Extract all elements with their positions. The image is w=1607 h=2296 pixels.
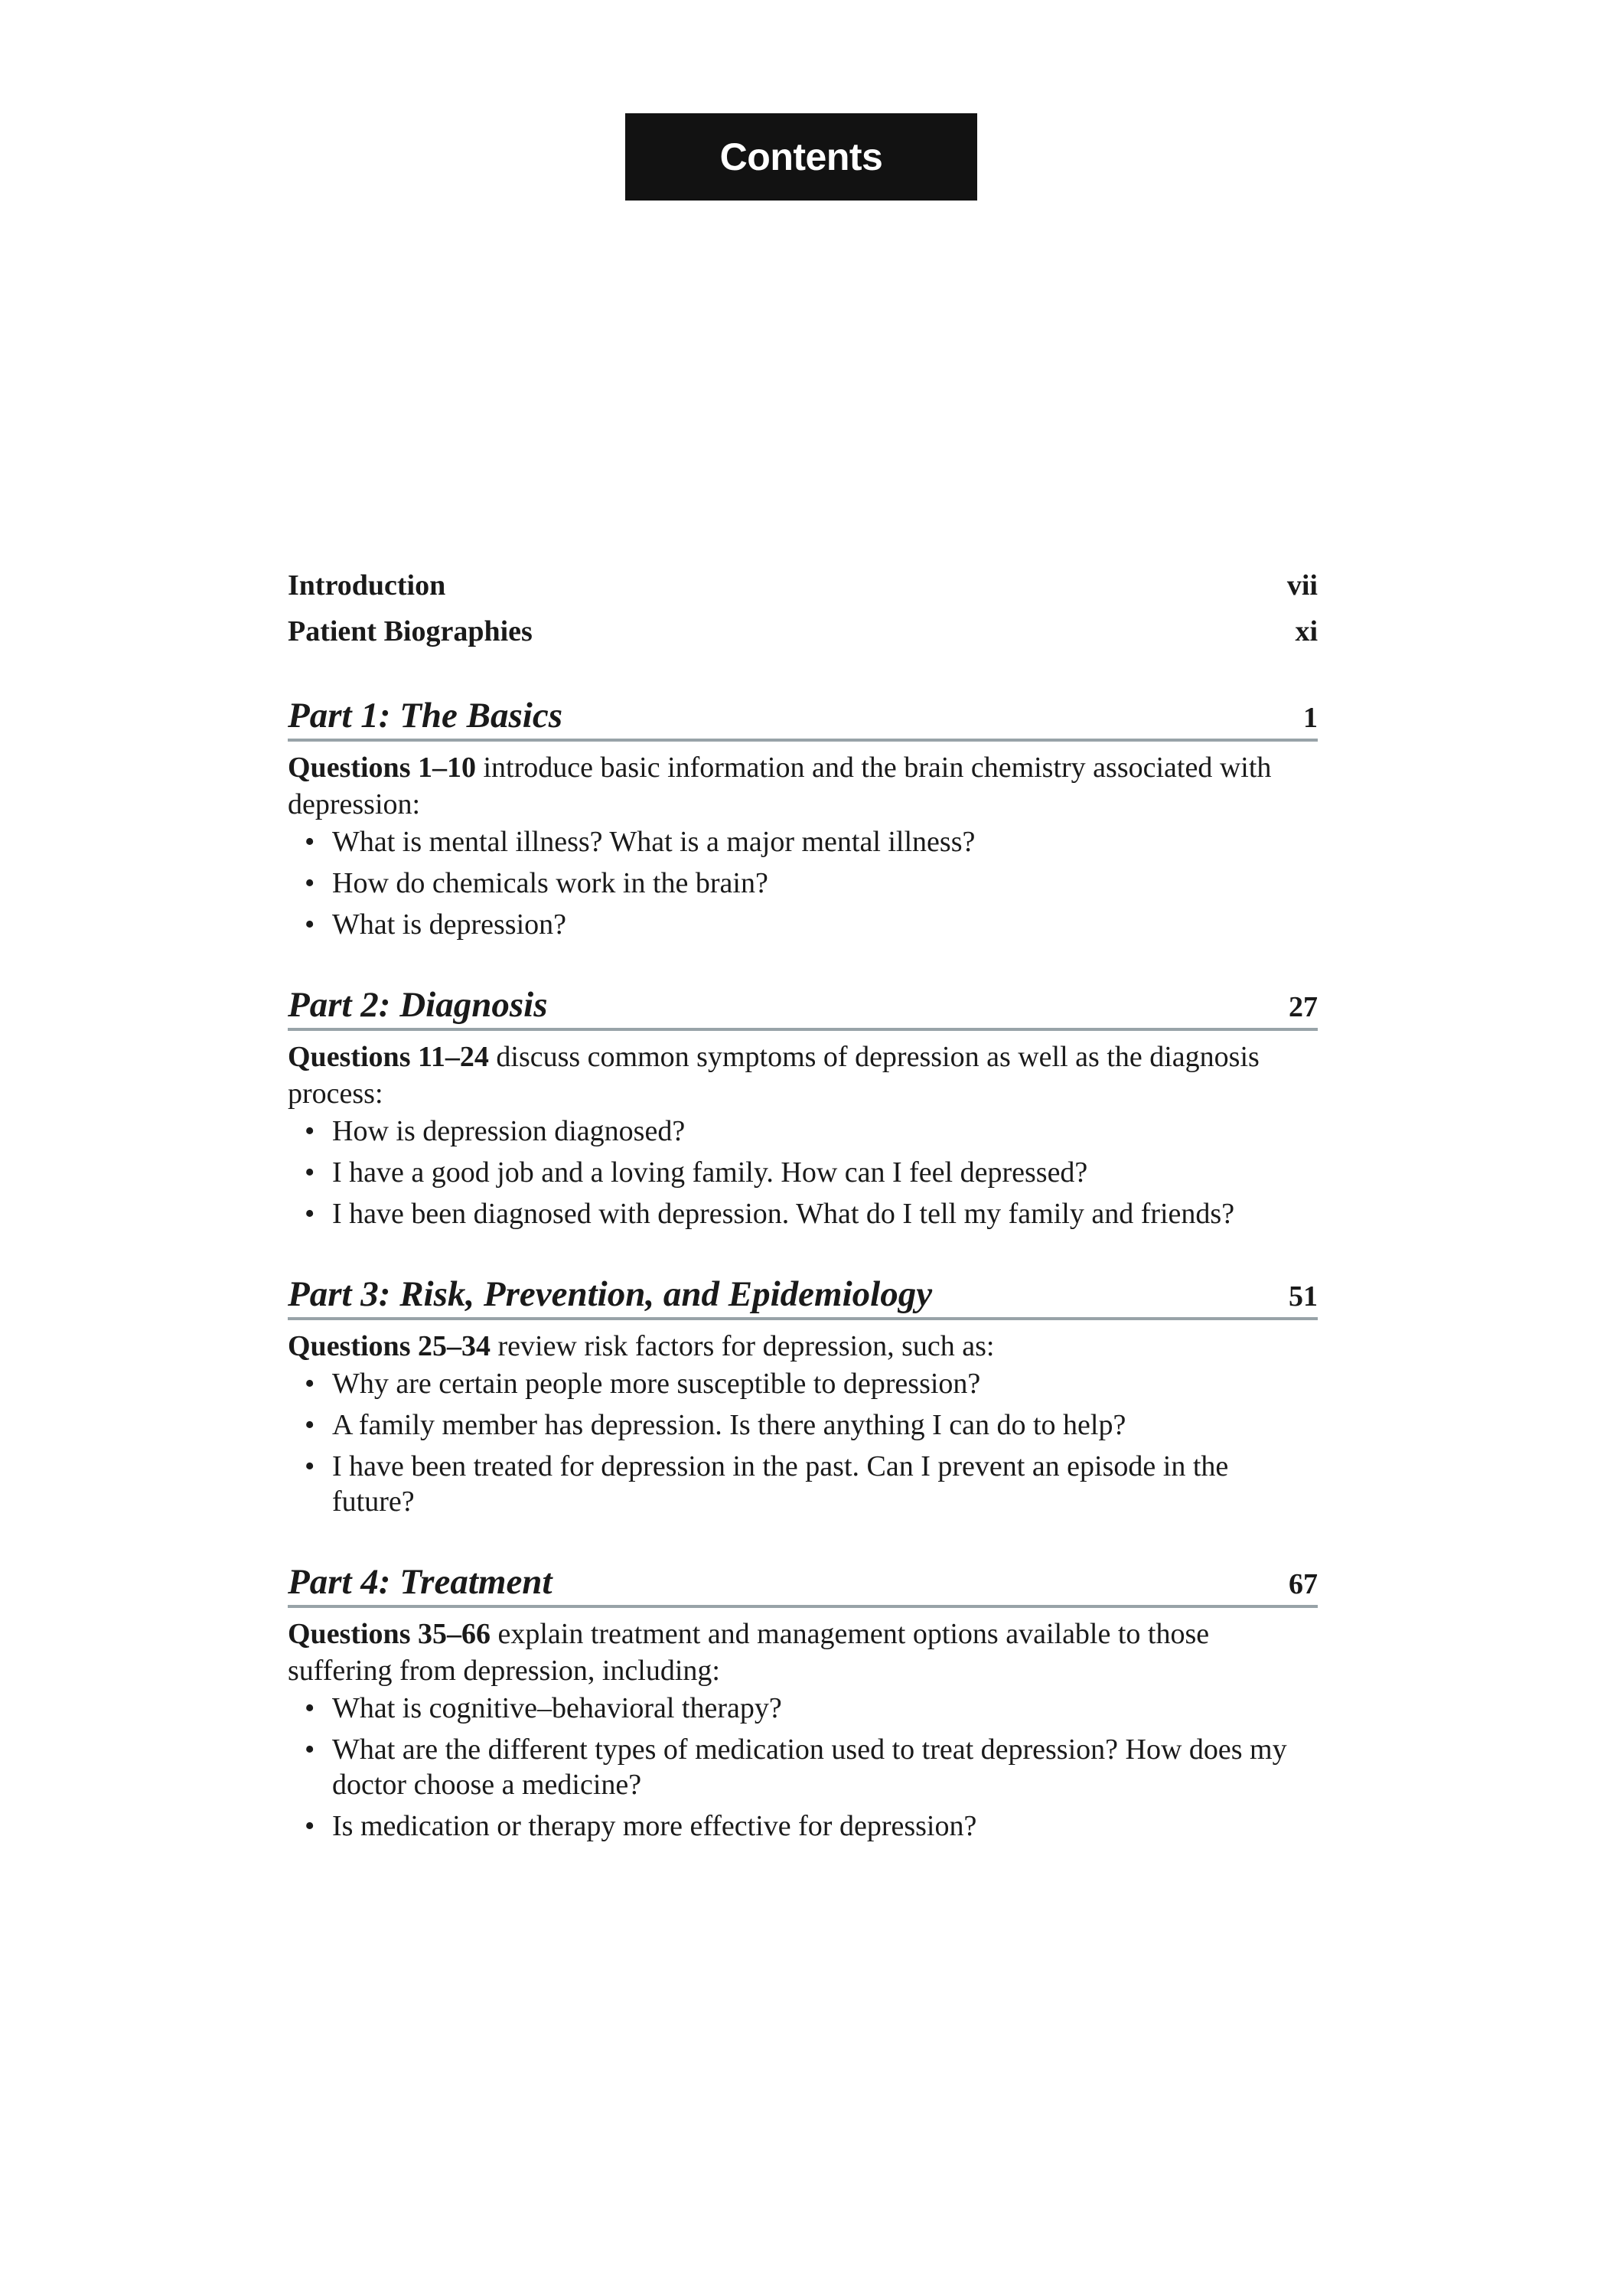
sample-questions xyxy=(288,1691,1318,1844)
list-item: • Is medication or therapy more effective for depression? xyxy=(288,1808,1318,1844)
description-text: introduce basic information and the brain chemistry associated with depression: xyxy=(288,752,1272,820)
part-heading[interactable] xyxy=(288,694,1318,742)
list-item: • What is cognitive–behavioral therapy? xyxy=(288,1691,1318,1726)
list-item: • What is depression? xyxy=(288,907,1318,942)
description-text: discuss common symptoms of depression as well as the diagnosis process: xyxy=(288,1041,1260,1110)
page-title: Contents xyxy=(719,135,883,178)
part-description xyxy=(288,749,1318,823)
contents-title-banner xyxy=(625,113,977,201)
question-range: Questions 11–24 xyxy=(288,1041,489,1073)
part-title: Part 4: Treatment xyxy=(288,1562,553,1602)
description-text: explain treatment and management options available to those suffering from depression, including: xyxy=(288,1618,1210,1687)
list-item: • I have been diagnosed with depression. What do I tell my family and friends? xyxy=(288,1196,1318,1231)
part-page-number: 67 xyxy=(1289,1568,1318,1600)
toc-part-2 xyxy=(288,983,1318,1231)
question-range: Questions 35–66 xyxy=(288,1618,491,1650)
part-title: Part 2: Diagnosis xyxy=(288,985,548,1025)
part-page-number: 51 xyxy=(1289,1280,1318,1313)
part-page-number: 1 xyxy=(1303,702,1318,734)
question-range: Questions 1–10 xyxy=(288,752,476,784)
part-description xyxy=(288,1616,1318,1689)
toc-part-1 xyxy=(288,694,1318,942)
sample-questions xyxy=(288,1366,1318,1519)
part-heading[interactable] xyxy=(288,983,1318,1031)
part-title: Part 1: The Basics xyxy=(288,696,563,735)
toc-entry-label: Patient Biographies xyxy=(288,615,533,647)
sample-questions xyxy=(288,824,1318,942)
part-heading[interactable] xyxy=(288,1273,1318,1320)
part-description xyxy=(288,1328,1318,1365)
part-heading[interactable] xyxy=(288,1561,1318,1608)
toc-entry-page: xi xyxy=(1295,615,1318,647)
toc-part-4 xyxy=(288,1561,1318,1844)
list-item: • What is mental illness? What is a major mental illness? xyxy=(288,824,1318,859)
part-description xyxy=(288,1039,1318,1112)
toc-entry-patient-biographies[interactable] xyxy=(288,608,1318,654)
table-of-contents xyxy=(288,563,1318,1850)
sample-questions xyxy=(288,1114,1318,1231)
list-item: • How is depression diagnosed? xyxy=(288,1114,1318,1149)
toc-part-3 xyxy=(288,1273,1318,1519)
part-title: Part 3: Risk, Prevention, and Epidemiology xyxy=(288,1274,933,1314)
toc-entry-introduction[interactable] xyxy=(288,563,1318,608)
question-range: Questions 25–34 xyxy=(288,1330,491,1362)
list-item: • I have a good job and a loving family. How can I feel depressed? xyxy=(288,1155,1318,1190)
list-item: • Why are certain people more susceptible to depression? xyxy=(288,1366,1318,1401)
part-page-number: 27 xyxy=(1289,991,1318,1023)
list-item: • What are the different types of medication used to treat depression? How does my doctor choose a medicine? xyxy=(288,1732,1318,1802)
description-text: review risk factors for depression, such as: xyxy=(490,1330,995,1362)
toc-entry-page: vii xyxy=(1286,569,1318,602)
list-item: • How do chemicals work in the brain? xyxy=(288,866,1318,901)
list-item: • A family member has depression. Is there anything I can do to help? xyxy=(288,1407,1318,1443)
list-item: • I have been treated for depression in the past. Can I prevent an episode in the future? xyxy=(288,1449,1318,1519)
toc-entry-label: Introduction xyxy=(288,569,446,602)
